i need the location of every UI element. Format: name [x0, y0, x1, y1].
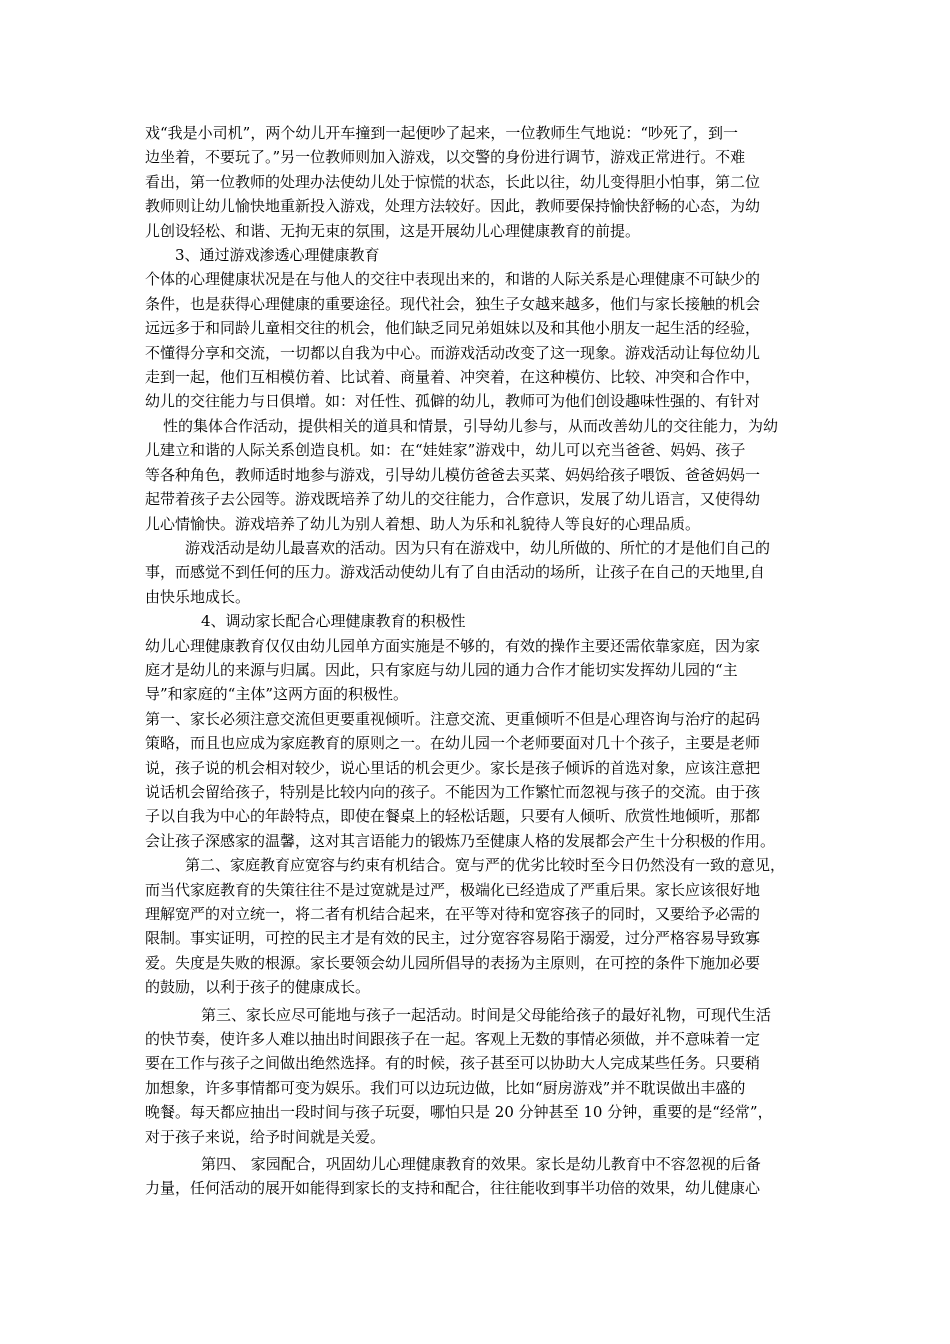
- text-line: 游戏活动是幼儿最喜欢的活动。因为只有在游戏中，幼儿所做的、所忙的才是他们自己的: [185, 538, 771, 557]
- text-line: 儿建立和谐的人际关系创造良机。如：在“娃娃家”游戏中，幼儿可以充当爸爸、妈妈、孩子: [145, 441, 746, 460]
- heading-text: 4、调动家长配合心理健康教育的积极性: [201, 612, 466, 631]
- text-line: 第四、 家园配合，巩固幼儿心理健康教育的效果。家长是幼儿教育中不容忽视的后备: [201, 1155, 761, 1174]
- text-line: 边坐着，不要玩了。”另一位教师则加入游戏，以交警的身份进行调节，游戏正常进行。不难: [145, 148, 746, 167]
- text-line: 的鼓励，以利于孩子的健康成长。: [145, 978, 371, 997]
- text-line: 说，孩子说的机会相对较少，说心里话的机会更少。家长是孩子倾诉的首选对象，应该注意把: [145, 758, 761, 777]
- text-line: 条件，也是获得心理健康的重要途径。现代社会，独生子女越来越多，他们与家长接触的机会: [145, 294, 761, 313]
- text-line: 子以自我为中心的年龄特点，即使在餐桌上的轻松话题，只要有人倾听、欣赏性地倾听，那都: [145, 807, 761, 826]
- text-line: 幼儿心理健康教育仅仅由幼儿园单方面实施是不够的，有效的操作主要还需依靠家庭，因为家: [145, 636, 761, 655]
- text-line: 爱。失度是失败的根源。家长要领会幼儿园所倡导的表扬为主原则，在可控的条件下施加必要: [145, 953, 761, 972]
- text-line: 儿创设轻松、和谐、无拘无束的氛围，这是开展幼儿心理健康教育的前提。: [145, 221, 641, 240]
- text-line: 由快乐地成长。: [145, 587, 251, 606]
- text-line: 儿心情愉快。游戏培养了幼儿为别人着想、助人为乐和礼貌待人等良好的心理品质。: [145, 514, 701, 533]
- text-line: 对于孩子来说，给予时间就是关爱。: [145, 1127, 386, 1146]
- text-line: 限制。事实证明，可控的民主才是有效的民主，过分宽容容易陷于溺爱，过分严格容易导致寡: [145, 929, 761, 948]
- text-line: 而当代家庭教育的失策往往不是过宽就是过严，极端化已经造成了严重后果。家长应该很好地: [145, 880, 761, 899]
- paragraph-8: [145, 1152, 807, 1201]
- text-line: 起带着孩子去公园等。游戏既培养了幼儿的交往能力，合作意识，发展了幼儿语言，又使得幼: [145, 490, 761, 509]
- text-line: 戏“我是小司机”，两个幼儿开车撞到一起便吵了起来，一位教师生气地说：“吵死了，到一: [145, 124, 739, 142]
- text-line: 第三、家长应尽可能地与孩子一起活动。时间是父母能给孩子的最好礼物，可现代生活: [201, 1005, 772, 1024]
- text-line: 看出，第一位教师的处理办法使幼儿处于惊慌的状态，长此以往，幼儿变得胆小怕事，第二位: [145, 172, 761, 191]
- text-line: 理解宽严的对立统一，将二者有机结合起来，在平等对待和宽容孩子的同时，又要给予必需的: [145, 905, 761, 923]
- text-line: 第一、家长必须注意交流但更要重视倾听。注意交流、更重倾听不但是心理咨询与治疗的起码: [145, 709, 761, 728]
- text-line: 要在工作与孩子之间做出绝然选择。有的时候，孩子甚至可以协助大人完成某些任务。只要稍: [145, 1054, 761, 1073]
- text-line: 导”和家庭的“主体”这两方面的积极性。: [145, 685, 409, 704]
- text-line: 晚餐。每天都应抽出一段时间与孩子玩耍，哪怕只是 20 分钟甚至 10 分钟，重要的是“经常”，: [145, 1103, 773, 1122]
- text-line: 教师则让幼儿愉快地重新投入游戏，处理方法较好。因此，教师要保持愉快舒畅的心态，为幼: [145, 197, 761, 216]
- text-line: 策略，而且也应成为家庭教育的原则之一。在幼儿园一个老师要面对几十个孩子，主要是老师: [145, 734, 761, 753]
- text-line: 第二、家庭教育应宽容与约束有机结合。宽与严的优劣比较时至今日仍然没有一致的意见，: [185, 856, 786, 875]
- paragraph-6: [145, 853, 807, 999]
- text-line: 事，而感觉不到任何的压力。游戏活动使幼儿有了自由活动的场所，让孩子在自己的天地里,自: [145, 563, 765, 582]
- paragraph-2: [145, 267, 807, 535]
- text-line: 加想象，许多事情都可变为娱乐。我们可以边玩边做，比如“厨房游戏”并不耽误做出丰盛的: [145, 1078, 746, 1097]
- text-line: 力量，任何活动的展开如能得到家长的支持和配合，往往能收到事半功倍的效果，幼儿健康心: [145, 1179, 761, 1198]
- text-line: 的快节奏，使许多人难以抽出时间跟孩子在一起。客观上无数的事情必须做，并不意味着一定: [145, 1030, 761, 1049]
- text-line: 幼儿的交往能力与日俱增。如：对任性、孤僻的幼儿，教师可为他们创设趣味性强的、有针对: [145, 392, 761, 411]
- text-line: 等各种角色，教师适时地参与游戏，引导幼儿模仿爸爸去买菜、妈妈给孩子喂饭、爸爸妈妈一: [145, 465, 761, 484]
- text-line: 说话机会留给孩子，特别是比较内向的孩子。不能因为工作繁忙而忽视与孩子的交流。由于孩: [145, 782, 761, 801]
- document-body: [145, 121, 807, 1201]
- paragraph-4: [145, 634, 807, 707]
- paragraph-3: [145, 536, 807, 609]
- text-line: 远远多于和同龄儿童相交往的机会，他们缺乏同兄弟姐妹以及和其他小朋友一起生活的经验，: [145, 319, 761, 338]
- paragraph-5: [145, 707, 807, 853]
- section-heading-3: [145, 243, 807, 267]
- section-heading-4: [145, 609, 807, 633]
- paragraph-1: [145, 121, 807, 243]
- heading-text: 3、通过游戏渗透心理健康教育: [175, 246, 380, 265]
- text-line: 走到一起，他们互相模仿着、比试着、商量着、冲突着，在这种模仿、比较、冲突和合作中，: [145, 368, 761, 387]
- text-line: 个体的心理健康状况是在与他人的交往中表现出来的，和谐的人际关系是心理健康不可缺少的: [145, 270, 761, 289]
- text-line: 性的集体合作活动，提供相关的道具和情景，引导幼儿参与，从而改善幼儿的交往能力，为幼: [163, 416, 779, 435]
- paragraph-7: [145, 1003, 807, 1149]
- text-line: 不懂得分享和交流，一切都以自我为中心。而游戏活动改变了这一现象。游戏活动让每位幼儿: [145, 343, 761, 362]
- text-line: 庭才是幼儿的来源与归属。因此，只有家庭与幼儿园的通力合作才能切实发挥幼儿园的“主: [145, 660, 738, 679]
- text-line: 会让孩子深感家的温馨，这对其言语能力的锻炼乃至健康人格的发展都会产生十分积极的作用。: [145, 831, 776, 850]
